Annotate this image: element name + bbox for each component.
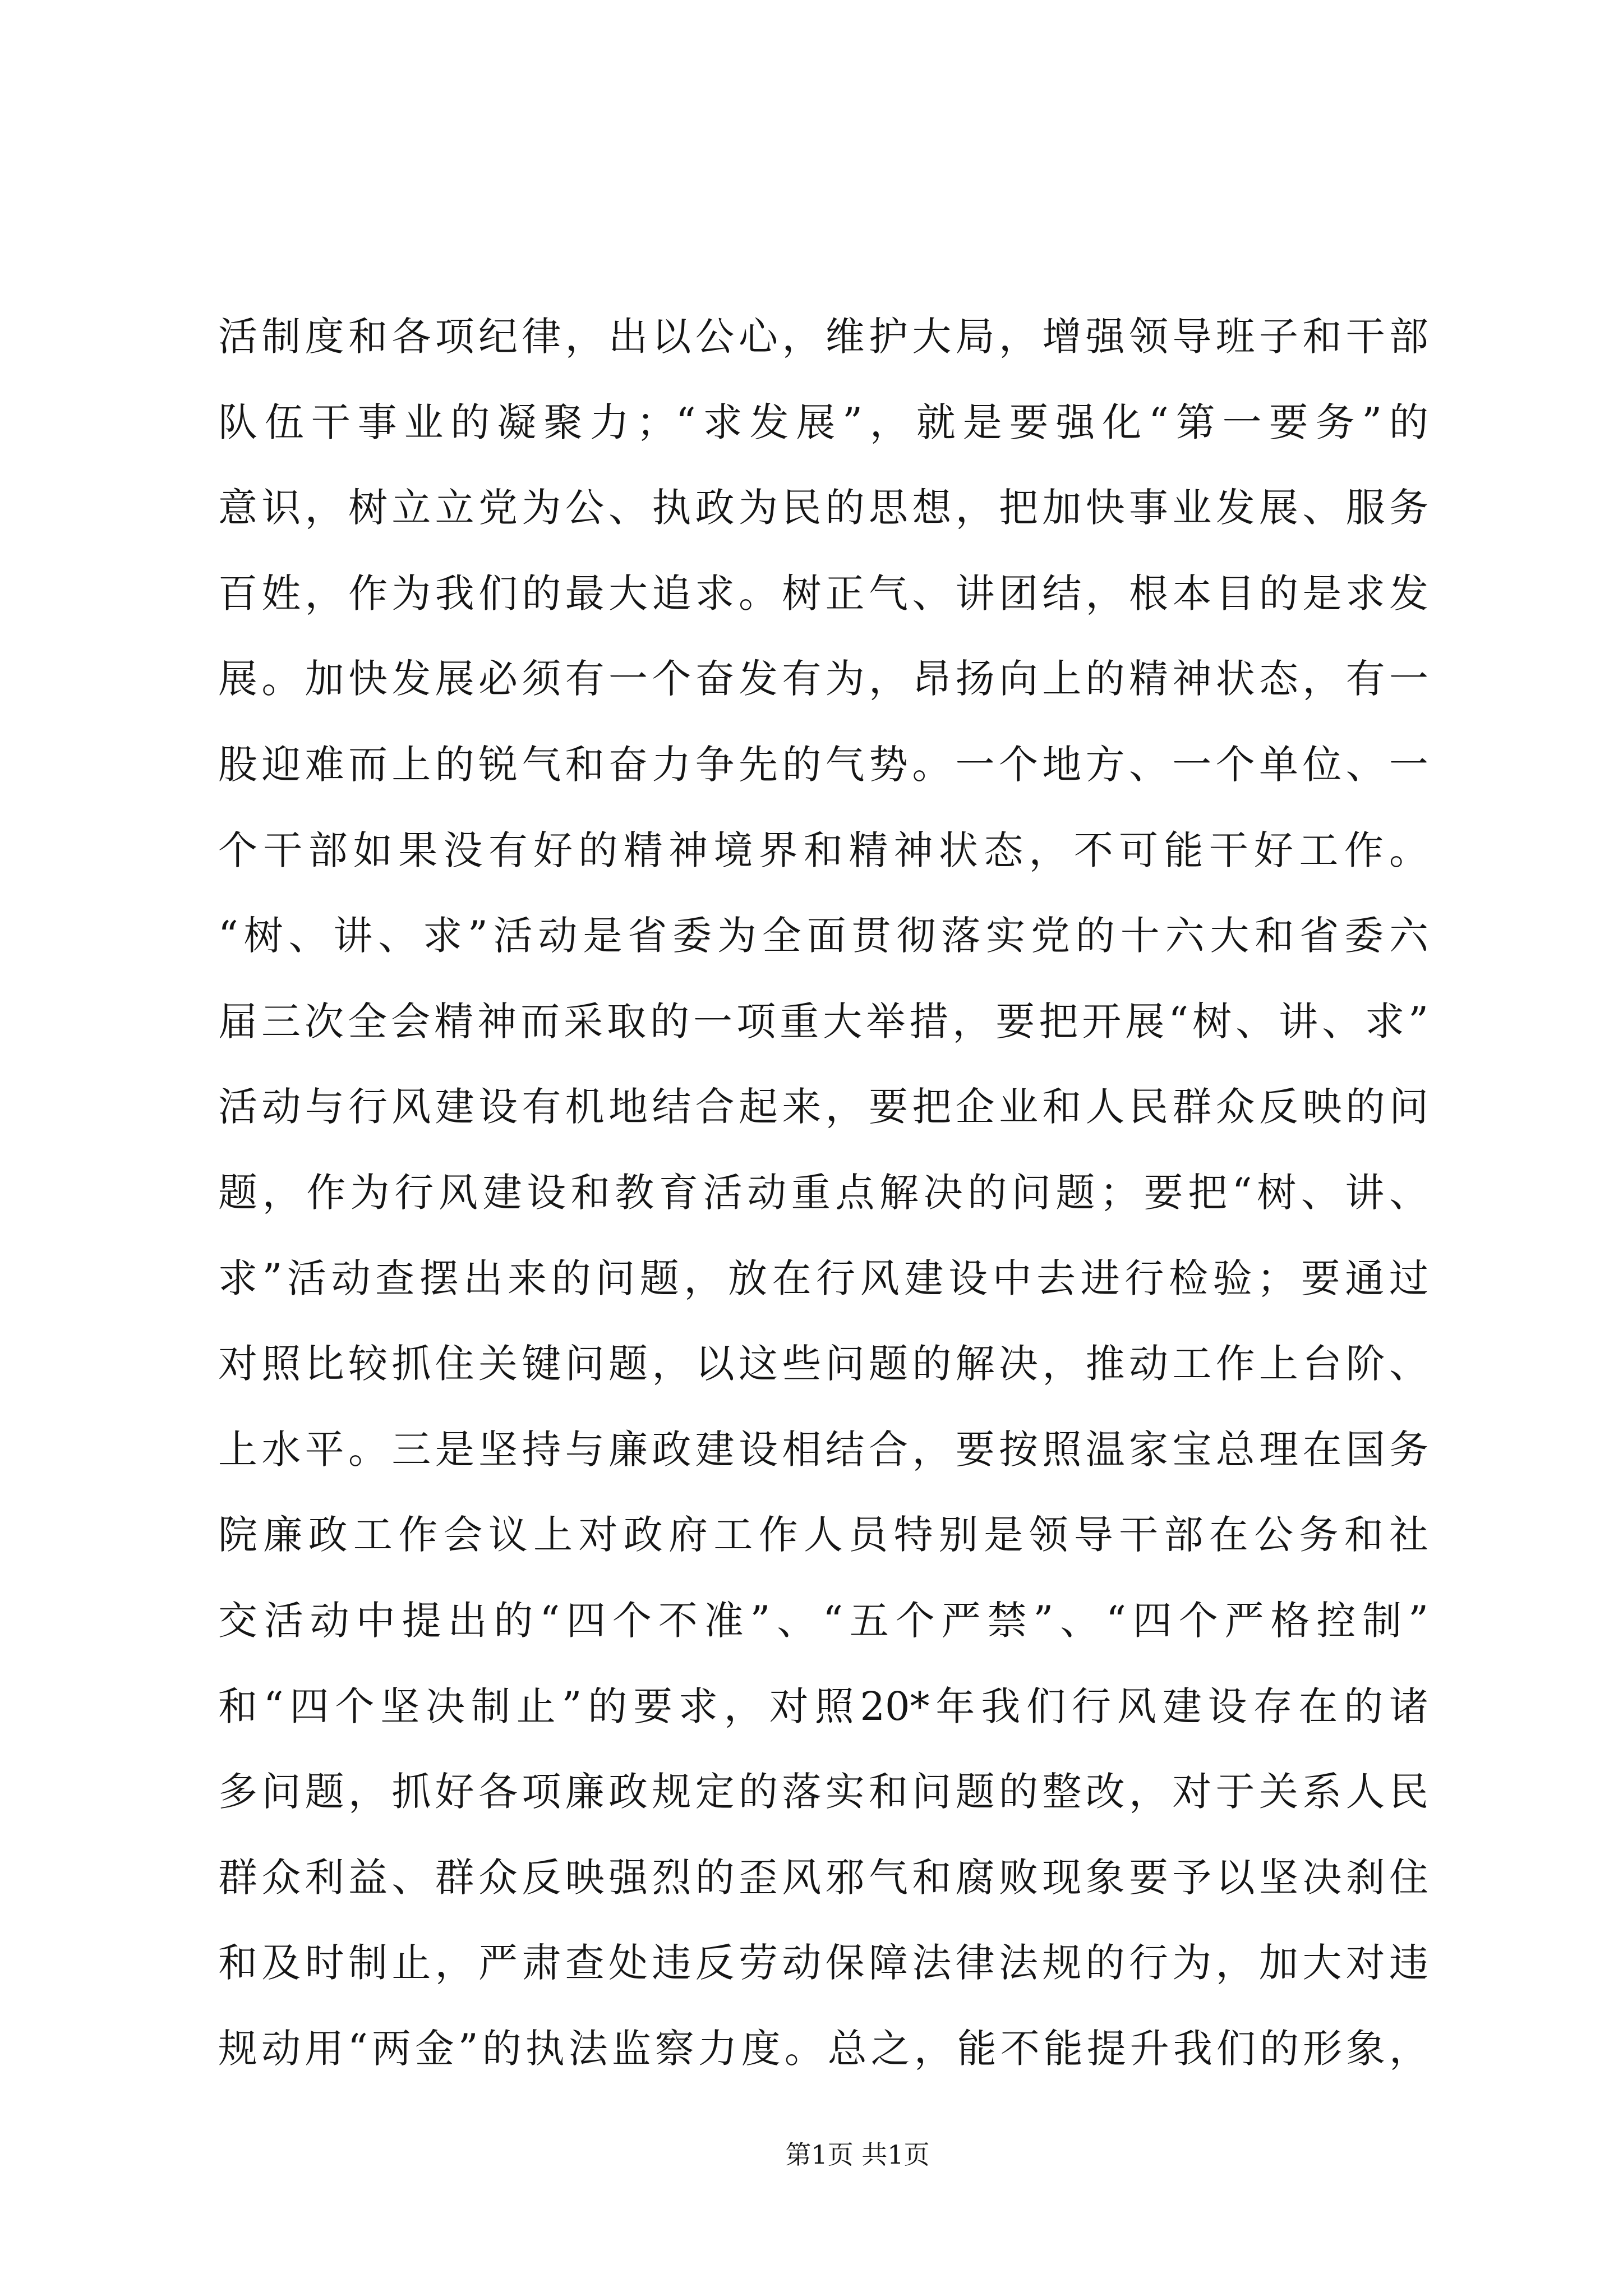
body-text-line: 院廉政工作会议上对政府工作人员特别是领导干部在公务和社: [218, 1512, 1428, 1558]
body-text-line: 题，作为行风建设和教育活动重点解决的问题；要把“树、讲、: [218, 1169, 1428, 1216]
body-text-line: 规动用“两金”的执法监察力度。总之，能不能提升我们的形象，: [218, 2025, 1428, 2072]
body-text-line: 队伍干事业的凝聚力；“求发展”，就是要强化“第一要务”的: [218, 399, 1428, 445]
body-text-line: 多问题，抓好各项廉政规定的落实和问题的整改，对于关系人民: [218, 1769, 1428, 1815]
body-text-line: 意识，树立立党为公、执政为民的思想，把加快事业发展、服务: [218, 485, 1428, 531]
body-text-line: 百姓，作为我们的最大追求。树正气、讲团结，根本目的是求发: [218, 570, 1428, 616]
body-text-line: “树、讲、求”活动是省委为全面贯彻落实党的十六大和省委六: [218, 913, 1428, 959]
body-text-line: 活动与行风建设有机地结合起来，要把企业和人民群众反映的问: [218, 1084, 1428, 1130]
body-text-line: 上水平。三是坚持与廉政建设相结合，要按照温家宝总理在国务: [218, 1426, 1428, 1473]
body-text-line: 届三次全会精神而采取的一项重大举措，要把开展“树、讲、求”: [218, 998, 1428, 1045]
body-text-line: 和“四个坚决制止”的要求，对照20*年我们行风建设存在的诸: [218, 1683, 1428, 1729]
body-text-line: 个干部如果没有好的精神境界和精神状态，不可能干好工作。: [218, 827, 1428, 873]
body-text: [218, 294, 1428, 2091]
page-number-footer: 第1页 共1页: [785, 2139, 930, 2170]
body-text-line: 对照比较抓住关键问题，以这些问题的解决，推动工作上台阶、: [218, 1341, 1428, 1387]
body-text-line: 展。加快发展必须有一个奋发有为，昂扬向上的精神状态，有一: [218, 656, 1428, 702]
body-text-line: 和及时制止，严肃查处违反劳动保障法律法规的行为，加大对违: [218, 1940, 1428, 1986]
body-text-line: 群众利益、群众反映强烈的歪风邪气和腐败现象要予以坚决刹住: [218, 1854, 1428, 1901]
body-text-line: 股迎难而上的锐气和奋力争先的气势。一个地方、一个单位、一: [218, 741, 1428, 788]
body-text-line: 求”活动查摆出来的问题，放在行风建设中去进行检验；要通过: [218, 1255, 1428, 1301]
body-text-line: 交活动中提出的“四个不准”、“五个严禁”、“四个严格控制”: [218, 1597, 1428, 1644]
body-text-line: 活制度和各项纪律，出以公心，维护大局，增强领导班子和干部: [218, 314, 1428, 360]
